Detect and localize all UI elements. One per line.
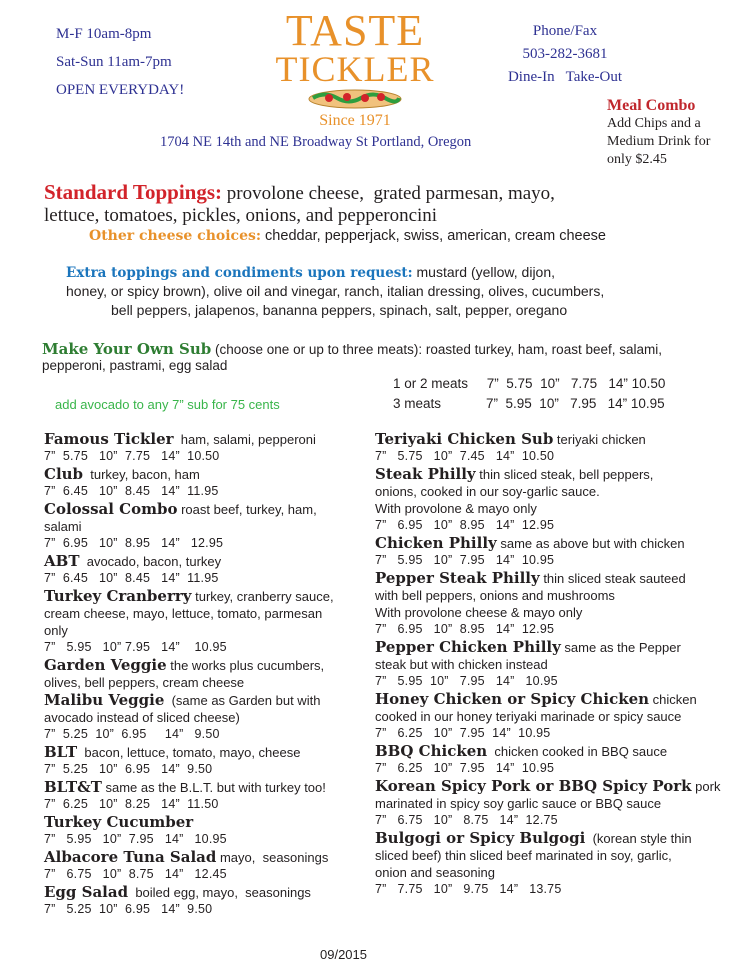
item-name: Garden Veggie <box>44 656 167 674</box>
item-price: 7” 5.95 10” 7.95 14” 10.95 <box>375 674 558 688</box>
item-name: Teriyaki Chicken Sub <box>375 430 554 448</box>
item-desc: ham, salami, pepperoni <box>173 432 316 447</box>
item-desc: with bell peppers, onions and mushrooms <box>375 588 615 603</box>
item-price: 7” 6.75 10” 8.75 14” 12.45 <box>44 867 227 881</box>
item-name: Colossal Combo <box>44 500 178 518</box>
item-price: 7” 6.75 10” 8.75 14” 12.75 <box>375 813 558 827</box>
extra-toppings-line-1 <box>66 264 555 281</box>
meal-combo <box>607 97 747 169</box>
brand-tickler: TICKLER <box>275 49 435 89</box>
item-desc: only <box>44 623 68 638</box>
meal-combo-line-3: only $2.45 <box>607 152 667 167</box>
item-desc: olives, bell peppers, cream cheese <box>44 675 245 690</box>
menu-right-column <box>375 430 720 898</box>
menu-item <box>375 431 720 465</box>
item-price: 7” 5.75 10” 7.45 14” 10.50 <box>375 449 555 463</box>
contact-block <box>490 20 640 89</box>
make-your-own-title: Make Your Own Sub <box>42 340 212 358</box>
extra-toppings-text-1: mustard (yellow, dijon, <box>412 264 556 280</box>
item-desc: cream cheese, mayo, lettuce, tomato, parmesan <box>44 606 323 621</box>
item-name: ABT <box>44 552 80 570</box>
item-name: Albacore Tuna Salad <box>44 848 217 866</box>
item-desc: chicken <box>649 692 697 707</box>
menu-item <box>375 570 720 638</box>
item-desc: With provolone cheese & mayo only <box>375 605 583 620</box>
other-cheese-line <box>89 228 606 244</box>
item-desc: chicken cooked in BBQ sauce <box>487 744 668 759</box>
item-desc: avocado, bacon, turkey <box>79 554 222 569</box>
standard-toppings-line-2: lettuce, tomatoes, pickles, onions, and pepperoncini <box>44 205 438 226</box>
brand-logo <box>250 6 460 130</box>
menu-item <box>375 535 720 569</box>
item-desc: (same as Garden but with <box>164 693 321 708</box>
item-desc: sliced beef) thin sliced beef marinated in soy, garlic, <box>375 848 672 863</box>
item-name: BLT <box>44 743 78 761</box>
item-desc: roast beef, turkey, ham, <box>177 502 317 517</box>
item-price: 7” 6.25 10” 7.95 14” 10.95 <box>375 726 551 740</box>
item-name: BLT&T <box>44 778 102 796</box>
item-desc: cooked in our honey teriyaki marinade or spicy sauce <box>375 709 682 724</box>
hours-weekday: M-F 10am-8pm <box>56 26 152 42</box>
menu-item <box>375 743 720 777</box>
menu-item <box>44 466 374 500</box>
item-desc: steak but with chicken instead <box>375 657 548 672</box>
item-desc: same as the Pepper <box>560 640 681 655</box>
item-name: Club <box>44 465 84 483</box>
item-name: Turkey Cucumber <box>44 813 194 831</box>
menu-item <box>44 657 374 691</box>
item-desc: boiled egg, mayo, seasonings <box>128 885 311 900</box>
item-price: 7” 6.45 10” 8.45 14” 11.95 <box>44 484 219 498</box>
item-price: 7” 6.25 10” 8.25 14” 11.50 <box>44 797 219 811</box>
item-desc: turkey, cranberry sauce, <box>191 589 334 604</box>
item-name: Honey Chicken or Spicy Chicken <box>375 690 650 708</box>
item-desc: salami <box>44 519 82 534</box>
item-name: Steak Philly <box>375 465 476 483</box>
sandwich-icon <box>305 88 405 110</box>
item-price: 7” 6.25 10” 7.95 14” 10.95 <box>375 761 555 775</box>
item-name: Bulgogi or Spicy Bulgogi <box>375 829 586 847</box>
other-cheese-label: Other cheese choices: <box>89 228 262 244</box>
item-desc: (korean style thin <box>585 831 692 846</box>
brand-since: Since 1971 <box>319 112 391 129</box>
menu-item <box>44 884 374 918</box>
menu-left-column <box>44 430 374 918</box>
menu-item <box>44 501 374 552</box>
menu-item <box>44 779 374 813</box>
item-price: 7” 5.95 10” 7.95 14” 10.95 <box>44 832 227 846</box>
menu-date: 09/2015 <box>320 947 367 962</box>
hours-weekend: Sat-Sun 11am-7pm <box>56 54 172 70</box>
item-desc: same as the B.L.T. but with turkey too! <box>101 780 326 795</box>
item-price: 7” 5.25 10” 6.95 14” 9.50 <box>44 902 213 916</box>
menu-item <box>44 692 374 743</box>
standard-toppings-label: Standard Toppings: <box>44 180 223 204</box>
item-price: 7” 5.25 10” 6.95 14” 9.50 <box>44 727 220 741</box>
menu-item <box>375 639 720 690</box>
menu-item <box>44 588 374 656</box>
item-desc: thin sliced steak, bell peppers, <box>475 467 654 482</box>
address: 1704 NE 14th and NE Broadway St Portland, Oregon <box>160 134 472 150</box>
meal-combo-title: Meal Combo <box>607 97 696 114</box>
item-desc: turkey, bacon, ham <box>83 467 200 482</box>
item-desc: With provolone & mayo only <box>375 501 537 516</box>
menu-item <box>44 431 374 465</box>
extra-toppings-label: Extra toppings and condiments upon request: <box>66 265 413 281</box>
item-desc: onion and seasoning <box>375 865 495 880</box>
brand-taste: TASTE <box>285 6 425 55</box>
item-name: Malibu Veggie <box>44 691 165 709</box>
menu-item <box>44 849 374 883</box>
service-options: Dine-In Take-Out <box>507 69 623 85</box>
item-desc: pork <box>691 779 721 794</box>
item-desc: onions, cooked in our soy-garlic sauce. <box>375 484 600 499</box>
item-price: 7” 6.45 10” 8.45 14” 11.95 <box>44 571 219 585</box>
extra-toppings-line-2: honey, or spicy brown), olive oil and vinegar, ranch, italian dressing, olives, cucumbers, <box>66 283 605 299</box>
menu-item <box>375 466 720 534</box>
phone-label: Phone/Fax <box>532 23 598 39</box>
avocado-note: add avocado to any 7” sub for 75 cents <box>55 397 280 412</box>
item-name: Egg Salad <box>44 883 129 901</box>
meal-combo-line-2: Medium Drink for <box>607 134 711 149</box>
extra-toppings-line-3: bell peppers, jalapenos, bananna peppers, spinach, salt, pepper, oregano <box>111 302 568 318</box>
standard-toppings-text-1: provolone cheese, grated parmesan, mayo, <box>222 183 555 204</box>
make-your-own-line-1 <box>42 340 662 358</box>
meal-combo-line-1: Add Chips and a <box>607 116 701 131</box>
item-price: 7” 6.95 10” 8.95 14” 12.95 <box>375 518 555 532</box>
make-your-own-price-row-2: 3 meats 7” 5.95 10” 7.95 14” 10.95 <box>393 396 665 411</box>
item-name: Pepper Chicken Philly <box>375 638 561 656</box>
item-name: Famous Tickler <box>44 430 174 448</box>
item-price: 7” 6.95 10” 8.95 14” 12.95 <box>44 536 224 550</box>
phone-number: 503-282-3681 <box>522 46 608 62</box>
make-your-own-desc-2: pepperoni, pastrami, egg salad <box>42 358 228 373</box>
make-your-own-desc-1: (choose one or up to three meats): roasted turkey, ham, roast beef, salami, <box>211 342 662 357</box>
item-desc: teriyaki chicken <box>553 432 646 447</box>
menu-item <box>44 814 374 848</box>
item-desc: same as above but with chicken <box>496 536 685 551</box>
item-name: Chicken Philly <box>375 534 497 552</box>
hours-block <box>56 20 184 104</box>
menu-item <box>375 691 720 742</box>
item-desc: the works plus cucumbers, <box>166 658 325 673</box>
item-price: 7” 6.95 10” 8.95 14” 12.95 <box>375 622 555 636</box>
item-desc: bacon, lettuce, tomato, mayo, cheese <box>77 745 301 760</box>
item-price: 7” 5.95 10” 7.95 14” 10.95 <box>375 553 555 567</box>
item-name: BBQ Chicken <box>375 742 488 760</box>
item-desc: mayo, seasonings <box>216 850 329 865</box>
menu-item <box>44 553 374 587</box>
item-price: 7” 5.25 10” 6.95 14” 9.50 <box>44 762 213 776</box>
standard-toppings-line-1 <box>44 180 555 205</box>
item-desc: marinated in spicy soy garlic sauce or BBQ sauce <box>375 796 662 811</box>
menu-item <box>375 778 720 829</box>
item-price: 7” 7.75 10” 9.75 14” 13.75 <box>375 882 562 896</box>
other-cheese-text: cheddar, pepperjack, swiss, american, cream cheese <box>261 228 606 244</box>
item-name: Korean Spicy Pork or BBQ Spicy Pork <box>375 777 692 795</box>
item-name: Turkey Cranberry <box>44 587 192 605</box>
menu-item <box>44 744 374 778</box>
item-price: 7” 5.95 10” 7.95 14” 10.95 <box>44 640 227 654</box>
menu-item <box>375 830 720 898</box>
item-desc: thin sliced steak sauteed <box>539 571 686 586</box>
item-desc: avocado instead of sliced cheese) <box>44 710 240 725</box>
item-name: Pepper Steak Philly <box>375 569 540 587</box>
hours-open-everyday: OPEN EVERYDAY! <box>56 82 185 98</box>
item-price: 7” 5.75 10” 7.75 14” 10.50 <box>44 449 220 463</box>
make-your-own-price-row-1: 1 or 2 meats 7” 5.75 10” 7.75 14” 10.50 <box>393 376 666 391</box>
